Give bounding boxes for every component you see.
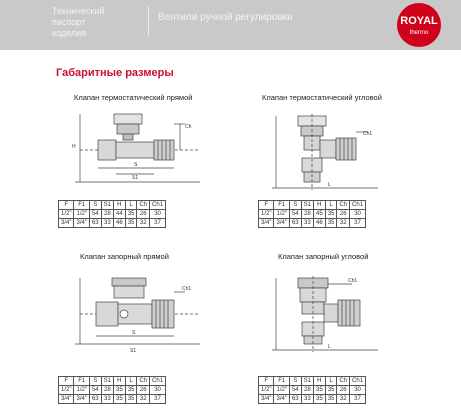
label-l-angle: L <box>328 344 331 350</box>
table-header-row <box>59 377 166 386</box>
table-cell: 28 <box>101 210 113 219</box>
table-cell: 28 <box>101 386 113 395</box>
table-header: F <box>59 201 74 210</box>
dims-table-shutoff-angle <box>258 376 366 404</box>
header-divider <box>148 6 149 36</box>
label-l: L <box>328 182 331 188</box>
table-cell: 32 <box>337 395 350 404</box>
table-header: Ch <box>337 377 350 386</box>
table-cell: 44 <box>114 210 126 219</box>
table-header: F1 <box>274 377 289 386</box>
table-row <box>59 395 166 404</box>
table-header: L <box>125 201 137 210</box>
table-cell: 45 <box>314 210 326 219</box>
table-header: S <box>289 201 301 210</box>
table-header: Ch <box>137 377 150 386</box>
valve-caption-thermo-straight: Клапан термостатический прямой <box>74 93 193 102</box>
page-header <box>0 0 461 50</box>
valve-caption-thermo-angle: Клапан термостатический угловой <box>262 93 382 102</box>
label-h: H <box>72 144 76 150</box>
table-cell: 63 <box>89 219 101 228</box>
table-cell: 54 <box>289 210 301 219</box>
dims-table-thermo-straight <box>58 200 166 228</box>
table-cell: 1/2" <box>74 386 89 395</box>
table-cell: 35 <box>325 210 337 219</box>
table-header: F1 <box>74 201 89 210</box>
table-header: Ch1 <box>150 201 166 210</box>
table-cell: 32 <box>337 219 350 228</box>
table-cell: 3/4" <box>74 219 89 228</box>
table-cell: 35 <box>125 386 137 395</box>
table-row <box>59 210 166 219</box>
table-header: Ch <box>137 201 150 210</box>
table-header: L <box>325 201 337 210</box>
table-cell: 3/4" <box>74 395 89 404</box>
table-header: H <box>114 377 126 386</box>
table-header-row <box>259 377 366 386</box>
table-cell: 37 <box>150 395 166 404</box>
table-cell: 3/4" <box>59 219 74 228</box>
table-header: F1 <box>74 377 89 386</box>
table-row <box>59 386 166 395</box>
table-cell: 3/4" <box>59 395 74 404</box>
table-cell: 37 <box>350 395 366 404</box>
table-cell: 35 <box>114 386 126 395</box>
table-cell: 30 <box>150 210 166 219</box>
table-cell: 1/2" <box>259 210 274 219</box>
shutoff-straight-drawing <box>70 264 210 356</box>
table-header: Ch1 <box>350 201 366 210</box>
table-cell: 28 <box>301 210 313 219</box>
table-cell: 54 <box>89 210 101 219</box>
valve-caption-shutoff-straight: Клапан запорный прямой <box>80 252 169 261</box>
table-cell: 30 <box>150 386 166 395</box>
logo-text: ROYAL <box>400 15 438 27</box>
label-s: S <box>134 162 138 168</box>
table-cell: 26 <box>137 210 150 219</box>
label-ch1: Ch1 <box>363 131 373 137</box>
table-header: S <box>289 377 301 386</box>
table-header: S <box>89 201 101 210</box>
table-cell: 63 <box>289 395 301 404</box>
table-cell: 1/2" <box>74 210 89 219</box>
label-ch1-angle: Ch1 <box>348 278 358 284</box>
table-cell: 35 <box>125 395 137 404</box>
table-cell: 46 <box>114 219 126 228</box>
table-row <box>259 219 366 228</box>
table-cell: 3/4" <box>274 219 289 228</box>
thermo-angle-drawing <box>268 104 388 196</box>
passport-line: изделия <box>52 28 87 38</box>
label-s1-shutoff: S1 <box>130 348 137 354</box>
thermo-straight-drawing <box>70 104 210 196</box>
table-header: Ch1 <box>150 377 166 386</box>
table-cell: 30 <box>350 386 366 395</box>
table-cell: 35 <box>314 386 326 395</box>
shutoff-angle-drawing <box>268 264 388 356</box>
table-row <box>259 386 366 395</box>
logo-subtext: thermo <box>409 30 429 36</box>
table-header: F1 <box>274 201 289 210</box>
table-cell: 32 <box>137 395 150 404</box>
table-cell: 35 <box>125 219 137 228</box>
table-cell: 26 <box>137 386 150 395</box>
label-s-shutoff: S <box>132 330 136 336</box>
table-header: S1 <box>101 201 113 210</box>
table-header: F <box>259 201 274 210</box>
table-header: S1 <box>301 201 313 210</box>
table-header: H <box>314 201 326 210</box>
table-cell: 30 <box>350 210 366 219</box>
table-cell: 37 <box>350 219 366 228</box>
table-cell: 32 <box>137 219 150 228</box>
label-ch1-shutoff: Ch1 <box>182 286 192 292</box>
table-cell: 3/4" <box>274 395 289 404</box>
royal-thermo-logo <box>396 2 442 48</box>
dims-table-thermo-angle <box>258 200 366 228</box>
table-cell: 1/2" <box>59 210 74 219</box>
table-header-row <box>59 201 166 210</box>
table-cell: 63 <box>89 395 101 404</box>
table-cell: 1/2" <box>259 386 274 395</box>
table-cell: 33 <box>101 219 113 228</box>
label-s1: S1 <box>132 175 139 181</box>
table-header: L <box>125 377 137 386</box>
table-cell: 54 <box>289 386 301 395</box>
table-cell: 33 <box>301 219 313 228</box>
table-cell: 35 <box>314 395 326 404</box>
table-cell: 1/2" <box>59 386 74 395</box>
table-cell: 1/2" <box>274 210 289 219</box>
valve-caption-shutoff-angle: Клапан запорный угловой <box>278 252 369 261</box>
table-cell: 3/4" <box>259 219 274 228</box>
table-header: S1 <box>301 377 313 386</box>
table-cell: 33 <box>301 395 313 404</box>
table-cell: 54 <box>89 386 101 395</box>
table-header: Ch1 <box>350 377 366 386</box>
table-header: F <box>59 377 74 386</box>
table-header: S <box>89 377 101 386</box>
table-cell: 35 <box>325 395 337 404</box>
passport-line: паспорт <box>52 17 86 27</box>
passport-line: Технический <box>52 6 105 16</box>
passport-label <box>52 6 104 39</box>
table-row <box>259 395 366 404</box>
table-cell: 33 <box>101 395 113 404</box>
table-header: L <box>325 377 337 386</box>
table-header: Ch <box>337 201 350 210</box>
table-cell: 35 <box>125 210 137 219</box>
label-ch: Ch <box>185 124 192 130</box>
section-title: Габаритные размеры <box>56 67 174 79</box>
table-cell: 37 <box>150 219 166 228</box>
table-cell: 28 <box>301 386 313 395</box>
table-cell: 3/4" <box>259 395 274 404</box>
table-cell: 1/2" <box>274 386 289 395</box>
table-cell: 26 <box>337 210 350 219</box>
table-header: H <box>314 377 326 386</box>
table-cell: 63 <box>289 219 301 228</box>
table-cell: 35 <box>114 395 126 404</box>
table-cell: 35 <box>325 386 337 395</box>
table-header: H <box>114 201 126 210</box>
table-header: S1 <box>101 377 113 386</box>
table-cell: 35 <box>325 219 337 228</box>
table-cell: 26 <box>337 386 350 395</box>
table-header: F <box>259 377 274 386</box>
table-row <box>259 210 366 219</box>
table-cell: 46 <box>314 219 326 228</box>
table-header-row <box>259 201 366 210</box>
dims-table-shutoff-straight <box>58 376 166 404</box>
header-title: Вентили ручной регулировки <box>158 12 293 23</box>
table-row <box>59 219 166 228</box>
